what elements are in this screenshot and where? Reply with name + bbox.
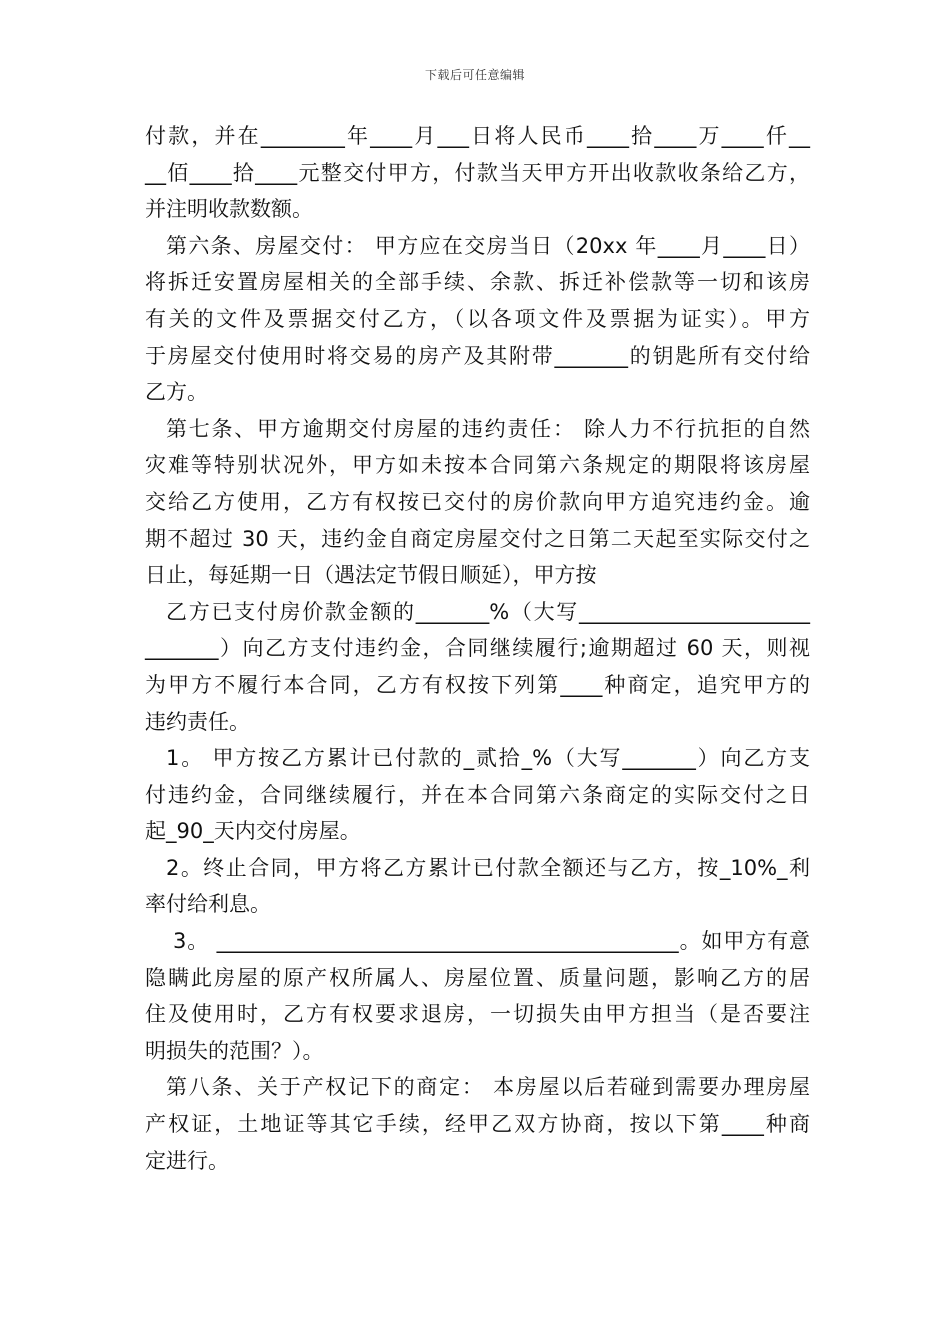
page-header: 下载后可任意编辑 [424, 68, 525, 82]
section-6-heading: 第六条、房屋交付： 甲方应在交房当日（20xx 年____月____日） [166, 233, 810, 258]
text-line: 为甲方不履行本合同，乙方有权按下列第____种商定，追究甲方的 [145, 672, 810, 697]
text-line: 乙方。 [145, 380, 208, 405]
text-line: 于房屋交付使用时将交易的房产及其附带_______的钥匙所有交付给 [145, 343, 810, 368]
text-line: 付款，并在________年____月___日将人民币____拾____万____仟__ [145, 124, 810, 148]
text-line: 率付给利息。 [145, 892, 271, 917]
text-line: _______）向乙方支付违约金，合同继续履行;逾期超过 60 天，则视 [145, 636, 810, 661]
text-line: 灾难等特别状况外，甲方如未按本合同第六条规定的期限将该房屋 [145, 453, 810, 478]
section-8-heading: 第八条、关于产权记下的商定： 本房屋以后若碰到需要办理房屋 [166, 1075, 810, 1100]
text-line: 期不超过 30 天，违约金自商定房屋交付之日第二天起至实际交付之 [145, 526, 810, 551]
text-line: 付违约金，合同继续履行，并在本合同第六条商定的实际交付之日 [145, 782, 810, 807]
text-line: 违约责任。 [145, 709, 250, 734]
text-line: 交给乙方使用，乙方有权按已交付的房价款向甲方追究违约金。逾 [145, 489, 810, 514]
section-7-heading: 第七条、甲方逾期交付房屋的违约责任： 除人力不行抗拒的自然 [166, 416, 810, 441]
text-line: 住及使用时，乙方有权要求退房，一切损失由甲方担当（是否要注 [145, 1002, 810, 1027]
text-line: 有关的文件及票据交付乙方，（以各项文件及票据为证实）。甲方 [145, 306, 810, 331]
text-line: 将拆迁安置房屋相关的全部手续、余款、拆迁补偿款等一切和该房 [145, 270, 810, 295]
text-line: 起_90_天内交付房屋。 [145, 819, 361, 844]
text-line: 定进行。 [145, 1148, 229, 1173]
text-line: 产权证，土地证等其它手续，经甲乙双方协商，按以下第____种商 [145, 1112, 810, 1137]
text-line: 并注明收款数额。 [145, 197, 313, 222]
text-line: __佰____拾____元整交付甲方，付款当天甲方开出收款收条给乙方， [145, 160, 810, 185]
text-line: 明损失的范围？）。 [145, 1038, 324, 1063]
clause-2: 2。终止合同，甲方将乙方累计已付款全额还与乙方，按_10%_利 [166, 855, 810, 880]
clause-1: 1。 甲方按乙方累计已付款的_贰拾_%（大写_______）向乙方支 [166, 746, 810, 771]
text-line: 隐瞒此房屋的原产权所属人、房屋位置、质量问题，影响乙方的居 [145, 965, 810, 990]
clause-3: 3。 ____________________________________________。如甲方有意 [173, 929, 810, 954]
document-body [145, 118, 810, 1179]
text-line: 乙方已支付房价款金额的_______%（大写______________________ [166, 599, 810, 624]
text-line: 日止，每延期一日（遇法定节假日顺延），甲方按 [145, 563, 597, 588]
